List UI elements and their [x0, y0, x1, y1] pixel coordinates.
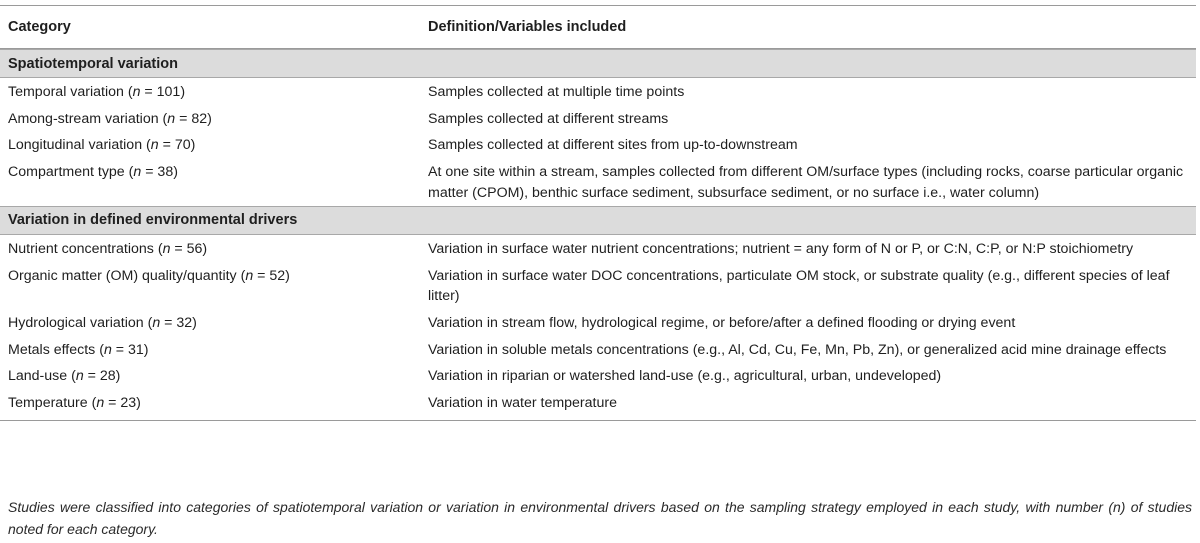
- table-row: [0, 389, 1196, 416]
- row-category: Hydrological variation (n = 32): [8, 314, 197, 331]
- row-category: Among-stream variation (n = 82): [8, 110, 212, 127]
- section-spatiotemporal: Spatiotemporal variation: [0, 49, 1196, 78]
- row-category: Temporal variation (n = 101): [8, 84, 186, 100]
- table-footnote: Studies were classified into categories of spatiotemporal variation or variation in environmental drivers based on the sampling strategy employed in each study, with number (n) of studies noted for each category.: [8, 499, 1192, 537]
- row-category: Longitudinal variation (n = 70): [8, 137, 196, 154]
- table-row: [0, 363, 1196, 390]
- table-row: [0, 159, 1196, 206]
- data-table: [0, 5, 1196, 421]
- row-definition: Variation in riparian or watershed land-use (e.g., agricultural, urban, undeveloped): [428, 368, 942, 385]
- table-row: [0, 309, 1196, 336]
- row-definition: Variation in water temperature: [428, 394, 617, 411]
- row-category: Land-use (n = 28): [8, 368, 121, 385]
- row-category: Compartment type (n = 38): [8, 164, 178, 181]
- row-definition: At one site within a stream, samples collected from different OM/surface types (including rocks, coarse particular organic matter (CPOM), benthic surface sediment, subsurface sediment, or no surface i.e., water column): [428, 164, 1184, 201]
- row-definition: Samples collected at multiple time points: [428, 84, 685, 100]
- row-category: Temperature (n = 23): [8, 394, 141, 411]
- row-category: Nutrient concentrations (n = 56): [8, 240, 208, 257]
- row-definition: Samples collected at different streams: [428, 110, 669, 127]
- table-row: [0, 132, 1196, 159]
- table-row: [0, 105, 1196, 132]
- section-environmental-drivers: Variation in defined environmental drivers: [0, 206, 1196, 235]
- row-category: Organic matter (OM) quality/quantity (n = 52): [8, 267, 290, 284]
- row-definition: Variation in surface water DOC concentrations, particulate OM stock, or substrate quality (e.g., different species of leaf litter): [428, 267, 1170, 305]
- header-definition: Definition/Variables included: [428, 19, 627, 35]
- table-bottom-rule: [0, 416, 1196, 421]
- row-definition: Variation in stream flow, hydrological regime, or before/after a defined flooding or drying event: [428, 314, 1016, 331]
- header-category: Category: [8, 19, 71, 35]
- row-definition: Variation in soluble metals concentrations (e.g., Al, Cd, Cu, Fe, Mn, Pb, Zn), or generalized acid mine drainage effects: [428, 341, 1167, 358]
- table-row: [0, 262, 1196, 309]
- table-row: [0, 235, 1196, 262]
- row-definition: Samples collected at different sites from up-to-downstream: [428, 137, 798, 154]
- row-category: Metals effects (n = 31): [8, 341, 149, 358]
- table-row: [0, 336, 1196, 363]
- row-definition: Variation in surface water nutrient concentrations; nutrient = any form of N or P, or C:N, C:P, or N:P stoichiometry: [428, 240, 1134, 257]
- table-header: [0, 5, 1196, 49]
- table-row: [0, 78, 1196, 105]
